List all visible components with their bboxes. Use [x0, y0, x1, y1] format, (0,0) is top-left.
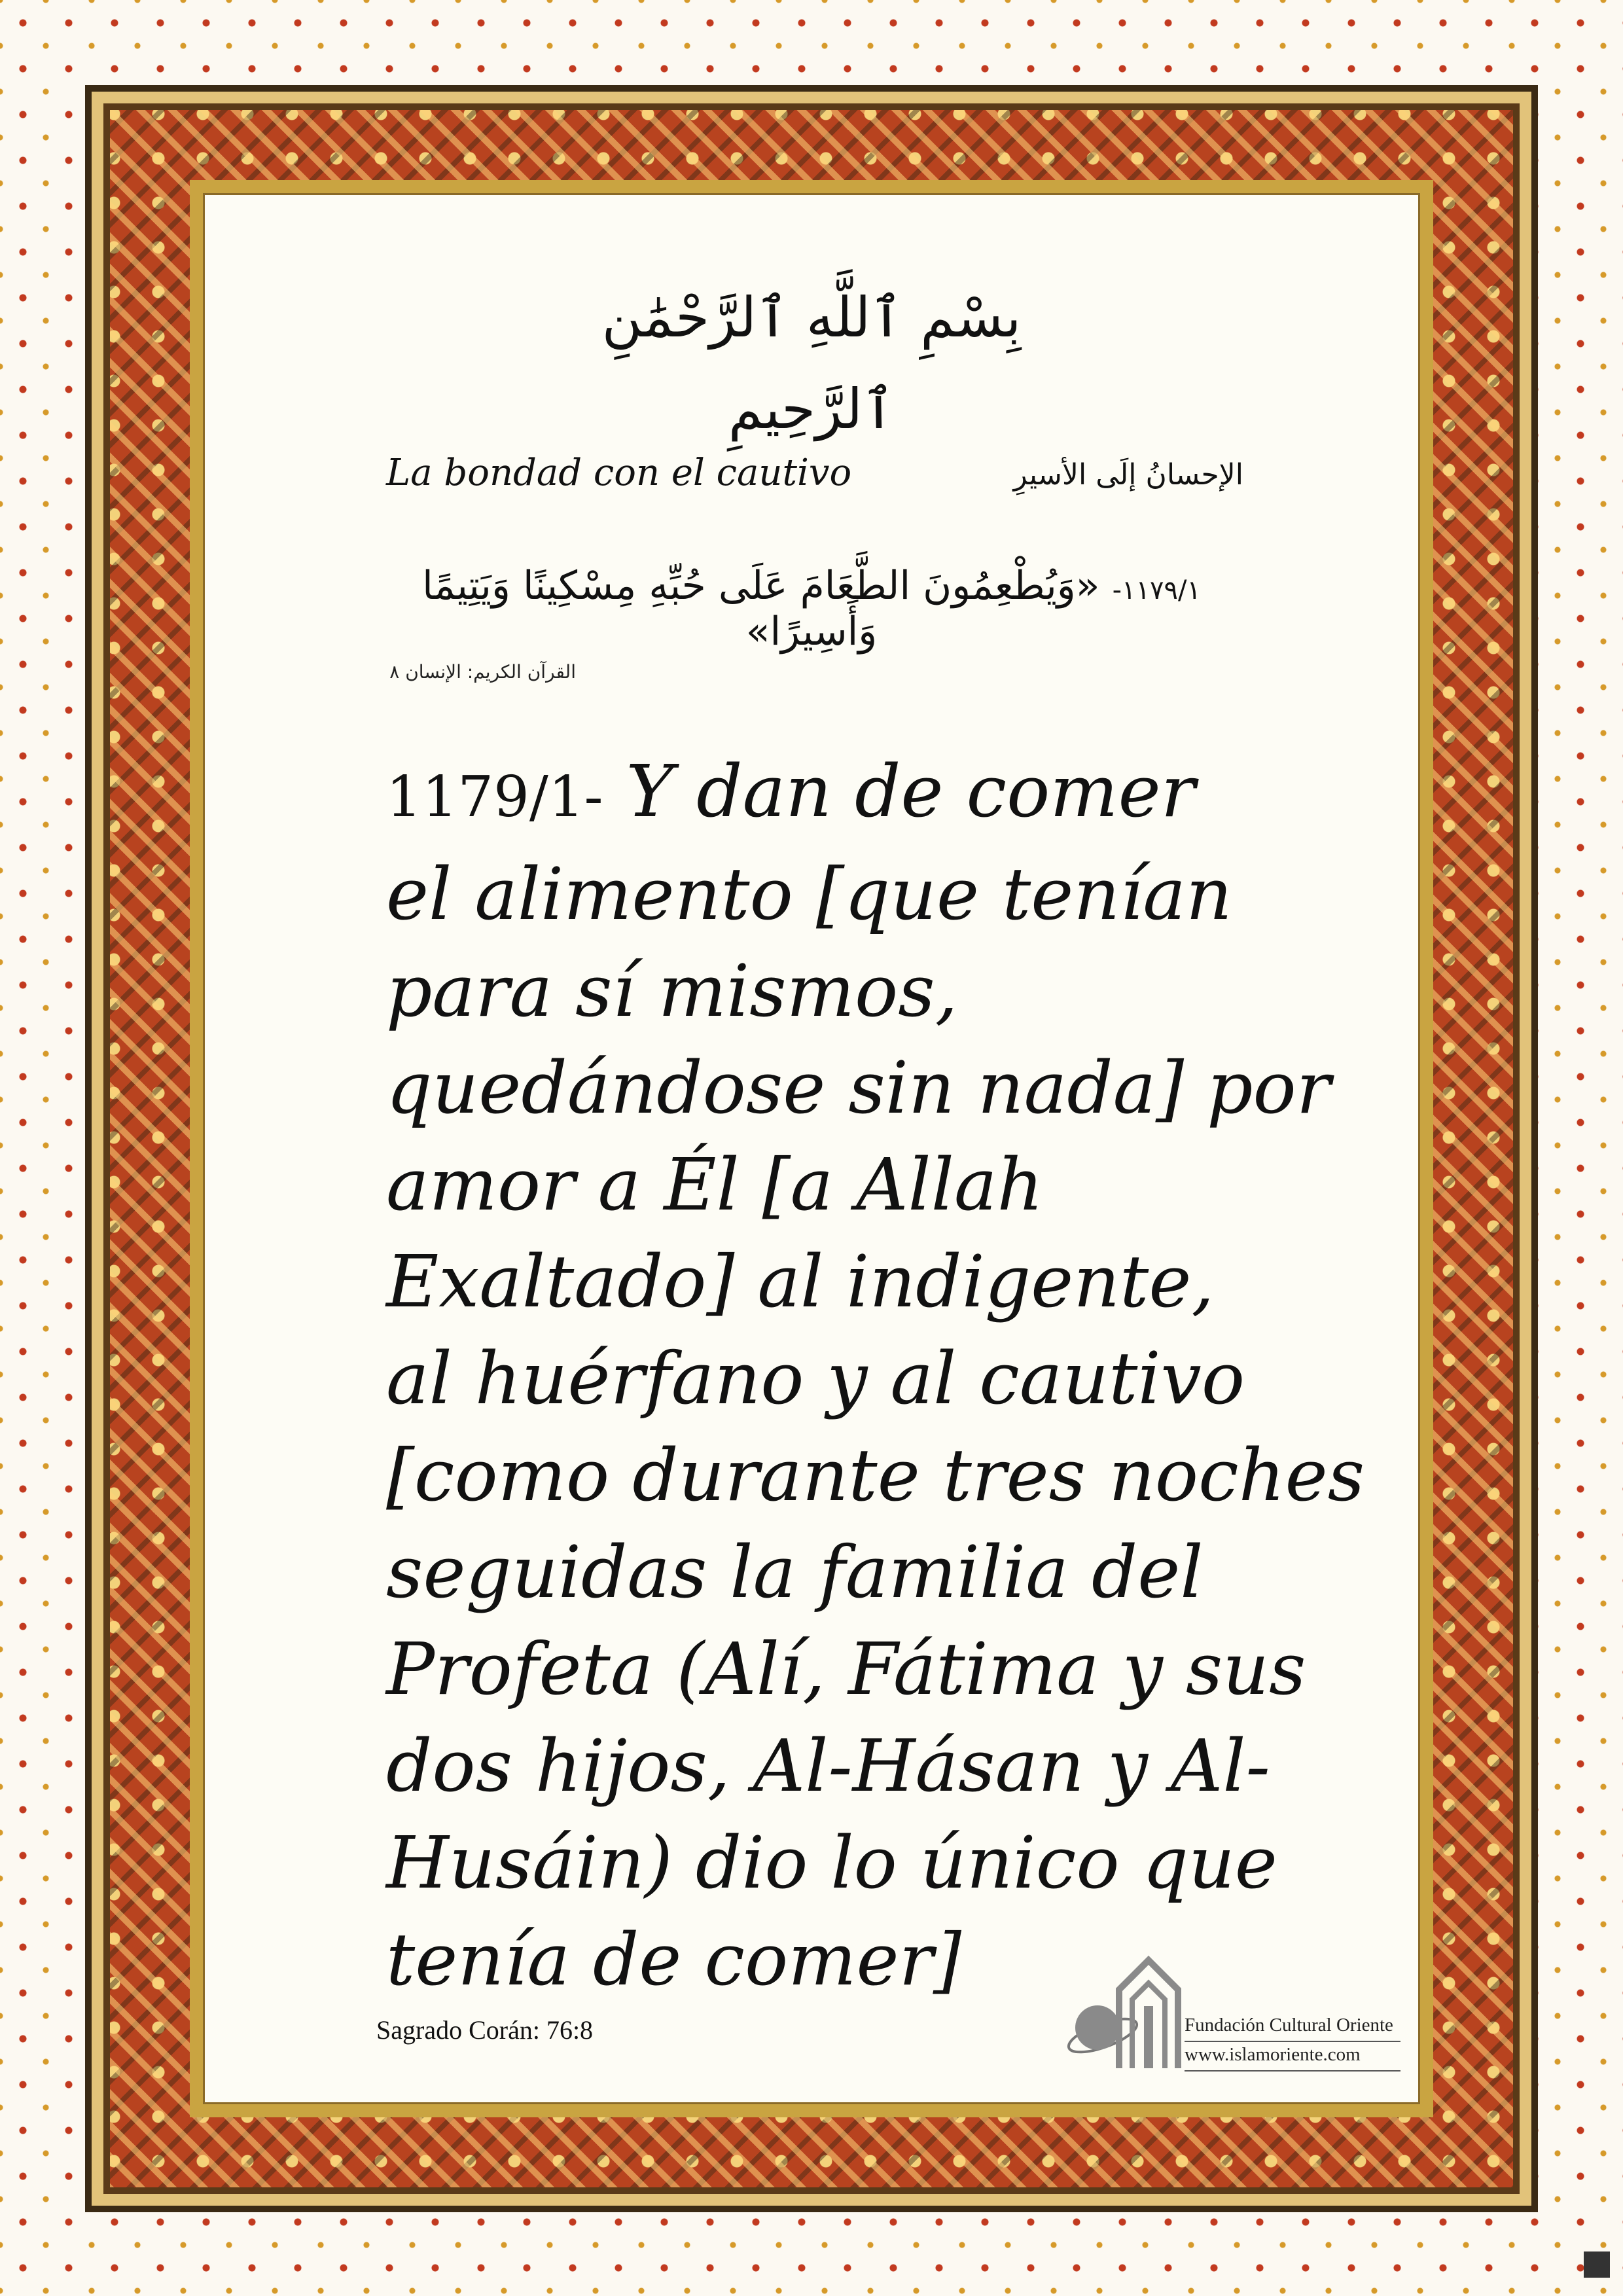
translation-line: quedándose sin nada] por	[386, 1046, 1331, 1130]
translation-line-text: Y dan de comer	[626, 749, 1196, 833]
verse-number-arabic: ١١٧٩/١-	[1112, 575, 1201, 605]
translation-line: [como durante tres noches	[386, 1433, 1365, 1517]
basmala: بِسْمِ ٱللَّهِ ٱلرَّحْمَٰنِ ٱلرَّحِيمِ	[601, 285, 1022, 441]
corner-mark-icon	[1584, 2251, 1610, 2278]
translation-line	[386, 743, 1257, 846]
title-spanish: La bondad con el cautivo	[386, 452, 852, 494]
translation-line: amor a Él [a Allah	[386, 1143, 1044, 1227]
organization-logo-block[interactable]	[1057, 1937, 1410, 2081]
citation: Sagrado Corán: 76:8	[376, 2015, 594, 2045]
translation-line: tenía de comer]	[386, 1918, 962, 2001]
translation-line: Exaltado] al indigente,	[386, 1240, 1215, 1323]
verse-text-arabic: «وَيُطْعِمُونَ الطَّعَامَ عَلَى حُبِّهِ مِسْكِينًا وَيَتِيمًا وَأَسِيرًا»	[422, 563, 1100, 655]
foundation-logo-icon	[1057, 1944, 1188, 2075]
source-arabic: القرآن الكريم: الإنسان ٨	[389, 661, 576, 683]
verse-number-spanish: 1179/1-	[386, 764, 603, 830]
organization-url-link[interactable]: www.islamoriente.com	[1185, 2044, 1361, 2065]
verse-arabic	[366, 563, 1257, 655]
translation-line: Husáin) dio lo único que	[386, 1821, 1277, 1905]
translation-line: el alimento [que tenían	[386, 852, 1232, 936]
organization-name: Fundación Cultural Oriente	[1185, 2015, 1393, 2036]
translation-line: Profeta (Alí, Fátima y sus	[386, 1627, 1306, 1711]
translation-line: seguidas la familia del	[386, 1530, 1204, 1614]
translation-line: para sí mismos,	[386, 949, 958, 1033]
translation-line: al huérfano y al cautivo	[386, 1336, 1245, 1420]
title-arabic: الإحسانُ إلَى الأسيرِ	[1013, 458, 1243, 492]
translation-spanish	[386, 743, 1365, 2008]
translation-line: dos hijos, Al-Hásan y Al-	[386, 1724, 1270, 1808]
organization-divider	[1185, 2041, 1400, 2042]
organization-divider	[1185, 2070, 1400, 2072]
